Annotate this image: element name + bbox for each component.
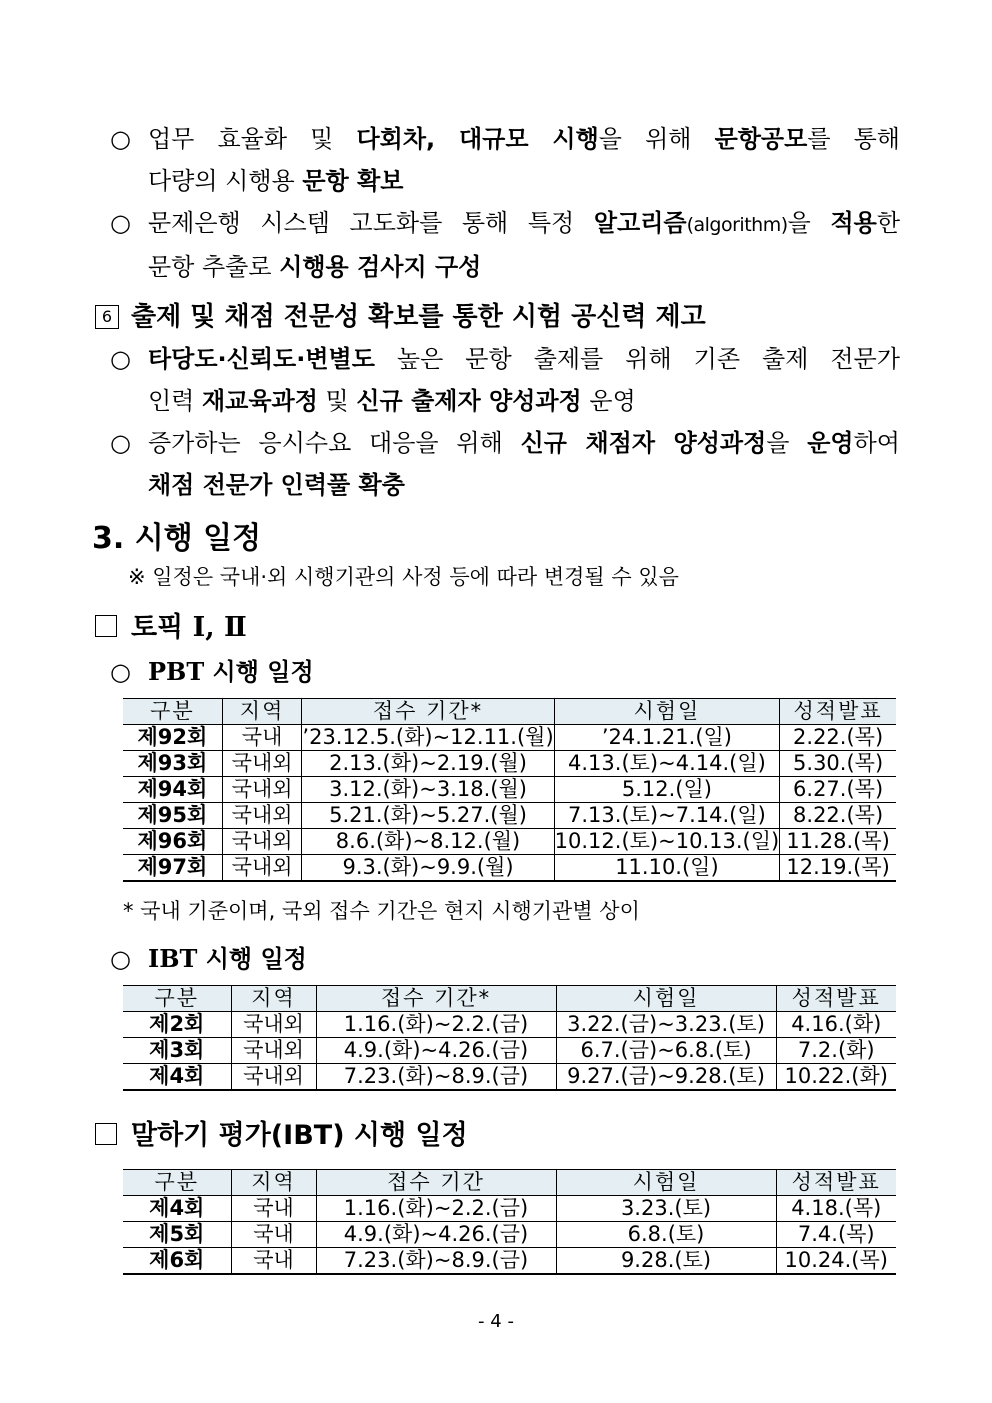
column-header: 지역 xyxy=(222,699,302,725)
table-row xyxy=(123,803,896,829)
column-header: 지역 xyxy=(231,986,316,1012)
speaking-heading xyxy=(95,1113,468,1152)
text-run: 적용 xyxy=(830,209,877,237)
column-header: 시험일 xyxy=(556,986,776,1012)
text-run: 높은 문항 출제를 위해 기존 출제 전문가 xyxy=(374,345,900,373)
table-row xyxy=(123,751,896,777)
table-cell: 4.13.(토)~4.14.(일) xyxy=(554,751,780,777)
table-cell: 10.22.(화) xyxy=(776,1064,896,1091)
text-run: 문항 추출로 xyxy=(148,253,280,281)
column-header: 시험일 xyxy=(556,1170,776,1196)
table-cell: 제6회 xyxy=(123,1248,231,1275)
text-run: 하여 xyxy=(853,429,900,457)
text-run: (algorithm) xyxy=(686,214,788,236)
table-cell: 국내 xyxy=(231,1222,316,1248)
column-header: 지역 xyxy=(231,1170,316,1196)
text-run: 채점 전문가 인력풀 확충 xyxy=(148,471,405,499)
table-cell: 제93회 xyxy=(123,751,222,777)
text-run: 을 xyxy=(766,429,808,457)
table-cell: 11.28.(목) xyxy=(780,829,896,855)
ibt-schedule-table xyxy=(123,985,896,1091)
table-cell: 3.23.(토) xyxy=(556,1196,776,1222)
text-run: 인력 xyxy=(148,387,202,415)
table-cell: 국내외 xyxy=(222,751,302,777)
table-cell: 8.6.(화)~8.12.(월) xyxy=(302,829,554,855)
table-cell: 5.21.(화)~5.27.(월) xyxy=(302,803,554,829)
table-row xyxy=(123,1196,896,1222)
table-cell: 4.18.(목) xyxy=(776,1196,896,1222)
column-header: 접수 기간* xyxy=(302,699,554,725)
table-cell: 2.13.(화)~2.19.(월) xyxy=(302,751,554,777)
text-run: 문항공모 xyxy=(714,125,808,153)
table-cell: 1.16.(화)~2.2.(금) xyxy=(316,1196,556,1222)
table-cell: 9.27.(금)~9.28.(토) xyxy=(556,1064,776,1091)
table-cell: 제95회 xyxy=(123,803,222,829)
table-cell: 6.7.(금)~6.8.(토) xyxy=(556,1038,776,1064)
table-cell: 3.12.(화)~3.18.(월) xyxy=(302,777,554,803)
text-run: 문제은행 시스템 고도화를 통해 특정 xyxy=(148,209,594,237)
table-cell: 국내 xyxy=(222,725,302,751)
text-run: 문항 확보 xyxy=(302,167,404,195)
text-run: 및 xyxy=(317,387,357,415)
pbt-heading xyxy=(110,652,314,687)
table-cell: 4.16.(화) xyxy=(776,1012,896,1038)
table-cell: 1.16.(화)~2.2.(금) xyxy=(316,1012,556,1038)
table-cell: 제97회 xyxy=(123,855,222,882)
bullet-item xyxy=(110,338,900,422)
text-run: 신규 채점자 양성과정 xyxy=(520,429,767,457)
table-cell: 국내외 xyxy=(222,777,302,803)
section-number-box: 6 xyxy=(95,305,119,329)
table-cell: 국내외 xyxy=(231,1012,316,1038)
column-header: 구분 xyxy=(123,1170,231,1196)
section-6-heading xyxy=(95,296,706,333)
table-cell: 5.30.(목) xyxy=(780,751,896,777)
topik-heading xyxy=(95,605,247,644)
schedule-note: ※ 일정은 국내·외 시행기관의 사정 등에 따라 변경될 수 있음 xyxy=(128,565,679,589)
table-cell: 3.22.(금)~3.23.(토) xyxy=(556,1012,776,1038)
table-cell: 7.13.(토)~7.14.(일) xyxy=(554,803,780,829)
speaking-schedule-table xyxy=(123,1169,896,1275)
table-cell: 4.9.(화)~4.26.(금) xyxy=(316,1222,556,1248)
pbt-footnote: * 국내 기준이며, 국외 접수 기간은 현지 시행기관별 상이 xyxy=(123,899,640,923)
table-cell: 제4회 xyxy=(123,1064,231,1091)
table-cell: ’24.1.21.(일) xyxy=(554,725,780,751)
table-cell: 2.22.(목) xyxy=(780,725,896,751)
text-run: 신규 출제자 양성과정 xyxy=(356,387,582,415)
speaking-heading-text: 말하기 평가(IBT) 시행 일정 xyxy=(131,1120,468,1151)
bullet-line xyxy=(148,160,900,202)
table-cell: ’23.12.5.(화)~12.11.(월) xyxy=(302,725,554,749)
table-row xyxy=(123,1222,896,1248)
table-cell: 7.23.(화)~8.9.(금) xyxy=(316,1064,556,1091)
table-cell: 8.22.(목) xyxy=(780,803,896,829)
ibt-heading-text: IBT 시행 일정 xyxy=(148,944,307,973)
bullet-item xyxy=(110,422,900,506)
table-cell: 4.9.(화)~4.26.(금) xyxy=(316,1038,556,1064)
table-header-row xyxy=(123,986,896,1012)
text-run: 업무 효율화 및 xyxy=(148,125,357,153)
column-header: 시험일 xyxy=(554,699,780,725)
bullet-item xyxy=(110,118,900,202)
column-header: 접수 기간 xyxy=(316,1170,556,1196)
table-cell: 10.12.(토)~10.13.(일) xyxy=(554,829,780,853)
text-run: 타당도·신뢰도·변별도 xyxy=(148,345,375,373)
table-row xyxy=(123,1038,896,1064)
table-cell: 국내 xyxy=(231,1196,316,1222)
pbt-schedule-table xyxy=(123,698,896,882)
table-header-row xyxy=(123,1170,896,1196)
table-cell: 국내외 xyxy=(231,1038,316,1064)
bullet-line xyxy=(148,118,900,160)
table-cell: 7.23.(화)~8.9.(금) xyxy=(316,1248,556,1275)
table-cell: 12.19.(목) xyxy=(780,855,896,882)
table-row xyxy=(123,1064,896,1091)
column-header: 성적발표 xyxy=(780,699,896,725)
topik-heading-roman: Ⅰ, Ⅱ xyxy=(192,612,247,643)
text-run: 다회차, 대규모 시행 xyxy=(356,125,599,153)
table-cell: 제94회 xyxy=(123,777,222,803)
table-row xyxy=(123,777,896,803)
table-header-row xyxy=(123,699,896,725)
topik-heading-prefix: 토픽 xyxy=(131,612,184,643)
text-run: 을 xyxy=(787,209,831,237)
table-row xyxy=(123,725,896,751)
bullet-line xyxy=(148,202,900,246)
text-run: 을 위해 xyxy=(598,125,715,153)
table-cell: 국내 xyxy=(231,1248,316,1275)
text-run: 다량의 시행용 xyxy=(148,167,303,195)
table-cell: 6.8.(토) xyxy=(556,1222,776,1248)
table-cell: 제4회 xyxy=(123,1196,231,1222)
table-cell: 제5회 xyxy=(123,1222,231,1248)
text-run: 운영 xyxy=(581,387,636,415)
text-run: 한 xyxy=(876,209,900,237)
text-run: 알고리즘 xyxy=(593,209,687,237)
checkbox-square-icon xyxy=(95,615,117,637)
table-cell: 제96회 xyxy=(123,829,222,855)
table-cell: 국내외 xyxy=(222,829,302,855)
bullet-circle: ○ xyxy=(110,209,131,237)
bullet-circle: ○ xyxy=(110,429,131,457)
checkbox-square-icon xyxy=(95,1123,117,1145)
page-number: - 4 - xyxy=(478,1311,514,1332)
bullet-item xyxy=(110,202,900,288)
pbt-heading-text: PBT 시행 일정 xyxy=(148,657,314,686)
table-row xyxy=(123,1012,896,1038)
section-6-title: 출제 및 채점 전문성 확보를 통한 시험 공신력 제고 xyxy=(131,302,706,332)
section-3-title: 3. 시행 일정 xyxy=(92,521,262,556)
table-row xyxy=(123,855,896,882)
text-run: 증가하는 응시수요 대응을 위해 xyxy=(148,429,521,457)
column-header: 성적발표 xyxy=(776,1170,896,1196)
ibt-heading xyxy=(110,939,307,974)
table-row xyxy=(123,1248,896,1275)
bullet-circle: ○ xyxy=(110,345,131,373)
table-cell: 10.24.(목) xyxy=(776,1248,896,1275)
table-cell: 제2회 xyxy=(123,1012,231,1038)
bullet-line xyxy=(148,380,900,422)
bullet-circle: ○ xyxy=(110,945,131,973)
bullet-line xyxy=(148,246,900,288)
column-header: 구분 xyxy=(123,986,231,1012)
table-cell: 9.3.(화)~9.9.(월) xyxy=(302,855,554,882)
table-cell: 7.4.(목) xyxy=(776,1222,896,1248)
text-run: 재교육과정 xyxy=(202,387,318,415)
table-cell: 5.12.(일) xyxy=(554,777,780,803)
bullet-line xyxy=(148,422,900,464)
text-run: 운영 xyxy=(807,429,854,457)
table-row xyxy=(123,829,896,855)
text-run: 를 통해 xyxy=(807,125,900,153)
bullet-circle: ○ xyxy=(110,658,131,686)
bullet-line xyxy=(148,338,900,380)
table-cell: 제92회 xyxy=(123,725,222,751)
table-cell: 9.28.(토) xyxy=(556,1248,776,1275)
table-cell: 국내외 xyxy=(231,1064,316,1091)
table-cell: 국내외 xyxy=(222,803,302,829)
table-cell: 제3회 xyxy=(123,1038,231,1064)
bullet-line xyxy=(148,464,900,506)
table-cell: 6.27.(목) xyxy=(780,777,896,803)
text-run: 시행용 검사지 구성 xyxy=(279,253,482,281)
bullet-circle: ○ xyxy=(110,125,131,153)
table-cell: 11.10.(일) xyxy=(554,855,780,882)
column-header: 구분 xyxy=(123,699,222,725)
table-cell: 7.2.(화) xyxy=(776,1038,896,1064)
column-header: 접수 기간* xyxy=(316,986,556,1012)
table-cell: 국내외 xyxy=(222,855,302,882)
column-header: 성적발표 xyxy=(776,986,896,1012)
